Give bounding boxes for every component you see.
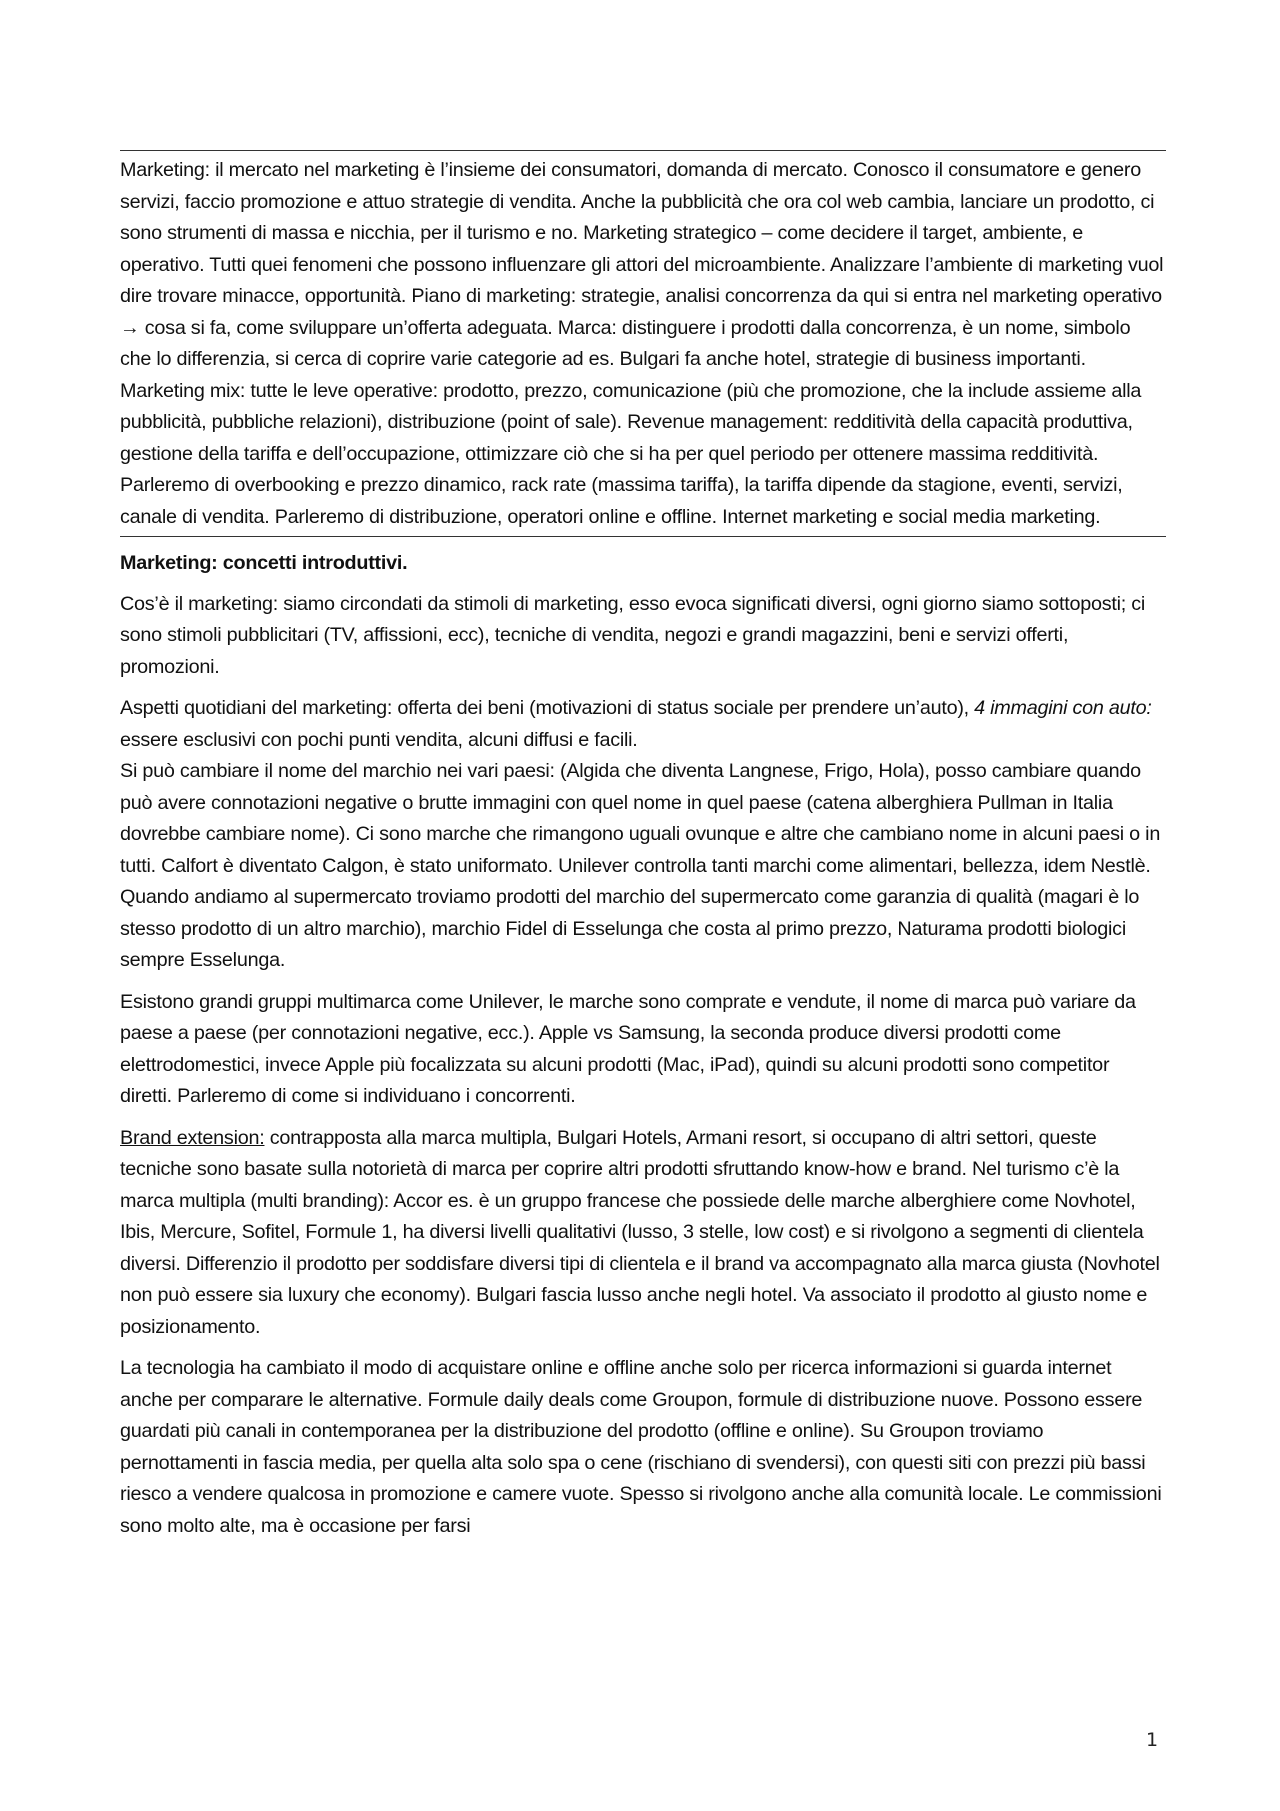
paragraph-2-rest: essere esclusivi con pochi punti vendita, alcuni diffusi e facili.	[120, 728, 638, 751]
paragraph-2-lead: Aspetti quotidiani del marketing: offerta dei beni (motivazioni di status sociale per prendere un’auto),	[120, 697, 969, 719]
paragraph-5-rest: contrapposta alla marca multipla, Bulgari Hotels, Armani resort, si occupano di altri settori, queste tecniche sono basate sulla notorietà di marca per coprire altri prodotti sfruttando know-how e brand. Nel turismo c’è la marca multipla (multi branding): Accor es. è un gruppo francese che possiede delle marche alberghiere come Novhotel, Ibis, Mercure, Sofitel, Formule 1, ha diversi livelli qualitativi (lusso, 3 stelle, low cost) e si rivolgono a segmenti di clientela diversi. Differenzio il prodotto per soddisfare diversi tipi di clientela e il brand va accompagnato alla marca giusta (Novhotel non può essere sia luxury che economy). Bulgari fascia lusso anche negli hotel. Va associato il prodotto al giusto nome e posizionamento.	[120, 1126, 1160, 1338]
page-number: 1	[1146, 1729, 1159, 1751]
paragraph-5	[120, 1123, 1166, 1344]
section-heading: Marketing: concetti introduttivi.	[120, 552, 408, 574]
paragraph-3: Si può cambiare il nome del marchio nei vari paesi: (Algida che diventa Langnese, Frigo, Hola), posso cambiare quando può avere connotazioni negative o brutte immagini con quel nome in quel paese (catena alberghiera Pullman in Italia dovrebbe cambiare nome). Ci sono marche che rimangono uguali ovunque e altre che cambiano nome in alcuni paesi o in tutti. Calfort è diventato Calgon, è stato uniformato. Unilever controlla tanti marchi come alimentari, bellezza, idem Nestlè. Quando andiamo al supermercato troviamo prodotti del marchio del supermercato come garanzia di qualità (magari è lo stesso prodotto di un altro marchio), marchio Fidel di Esselunga che costa al primo prezzo, Naturama prodotti biologici sempre Esselunga.	[120, 760, 1161, 971]
arrow-right-icon: →	[120, 316, 140, 339]
paragraph-6: La tecnologia ha cambiato il modo di acquistare online e offline anche solo per ricerca informazioni si guarda internet anche per comparare le alternative. Formule daily deals come Groupon, formule di distribuzione nuove. Possono essere guardati più canali in contemporanea per la distribuzione del prodotto (offline e online). Su Groupon troviamo pernottamenti in fascia media, per quella alta solo spa o cene (rischiano di svendersi), con questi siti con prezzi più bassi riesco a vendere qualcosa in promozione e camere vuote. Spesso si rivolgono anche alla comunità locale. Le commissioni sono molto alte, ma è occasione per farsi	[120, 1357, 1162, 1537]
paragraph-2	[120, 693, 1166, 756]
page-content	[120, 150, 1166, 1552]
summary-text-part-1: Marketing: il mercato nel marketing è l’insieme dei consumatori, domanda di mercato. Conosco il consumatore e genero servizi, faccio promozione e attuo strategie di vendita. Anche la pubblicità che ora col web cambia, lanciare un prodotto, ci sono strumenti di massa e nicchia, per il turismo e no. Marketing strategico – come decidere il target, ambiente, e operativo. Tutti quei fenomeni che possono influenzare gli attori del microambiente. Analizzare l’ambiente di marketing vuol dire trovare minacce, opportunità. Piano di marketing: strategie, analisi concorrenza da qui si entra nel marketing operativo	[120, 159, 1164, 307]
brand-extension-term: Brand extension:	[120, 1126, 265, 1149]
summary-text-part-2: cosa si fa, come sviluppare un’offerta adeguata. Marca: distinguere i prodotti dalla concorrenza, è un nome, simbolo che lo differenzia, si cerca di coprire varie categorie ad es. Bulgari fa anche hotel, strategie di business importanti. Marketing mix: tutte le leve operative: prodotto, prezzo, comunicazione (più che promozione, che la include assieme alla pubblicità, pubbliche relazioni), distribuzione (point of sale). Revenue management: redditività della capacità produttiva, gestione della tariffa e dell’occupazione, ottimizzare ciò che si ha per quel periodo per ottenere massima redditività. Parleremo di overbooking e prezzo dinamico, rack rate (massima tariffa), la tariffa dipende da stagione, eventi, servizi, canale di vendita. Parleremo di distribuzione, operatori online e offline. Internet marketing e social media marketing.	[120, 316, 1142, 528]
paragraph-1: Cos’è il marketing: siamo circondati da stimoli di marketing, esso evoca significati diversi, ogni giorno siamo sottoposti; ci sono stimoli pubblicitari (TV, affissioni, ecc), tecniche di vendita, negozi e grandi magazzini, beni e servizi offerti, promozioni.	[120, 592, 1146, 678]
summary-box	[120, 150, 1166, 537]
paragraph-2-italic: 4 immagini con auto:	[974, 697, 1152, 719]
paragraph-4: Esistono grandi gruppi multimarca come Unilever, le marche sono comprate e vendute, il nome di marca può variare da paese a paese (per connotazioni negative, ecc.). Apple vs Samsung, la seconda produce diversi prodotti come elettrodomestici, invece Apple più focalizzata su alcuni prodotti (Mac, iPad), quindi su alcuni prodotti sono competitor diretti. Parleremo di come si individuano i concorrenti.	[120, 990, 1136, 1107]
summary-paragraph	[120, 155, 1166, 533]
